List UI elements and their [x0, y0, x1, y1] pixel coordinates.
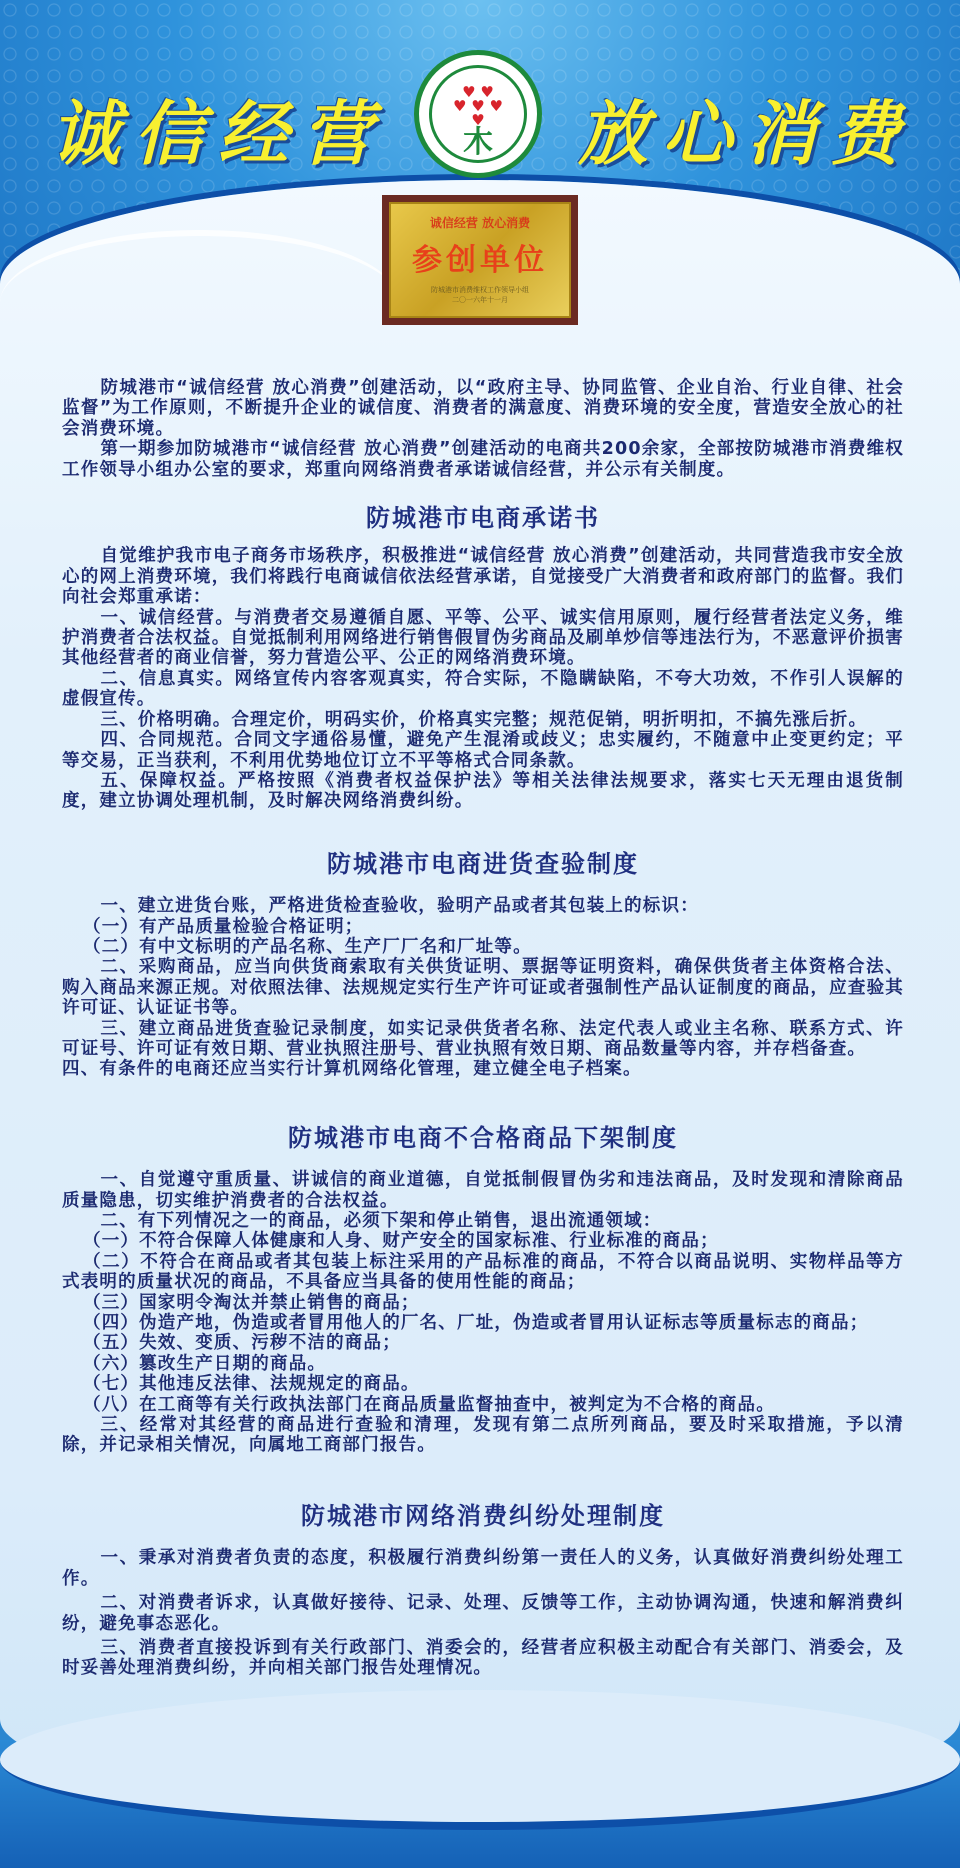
- paragraph: （二）不符合在商品或者其包装上标注采用的产品标准的商品，不符合以商品说明、实物样品等方式表明的质量状况的商品，不具备应当具备的使用性能的商品；: [62, 1251, 904, 1293]
- paragraph: （七）其他违反法律、法规规定的商品。: [83, 1374, 420, 1395]
- content: [62, 378, 904, 1679]
- paragraph: 二、有下列情况之一的商品，必须下架和停止销售，退出流通领域：: [100, 1211, 662, 1231]
- paragraph: （八）在工商等有关行政执法部门在商品质量监督抽查中，被判定为不合格的商品。: [83, 1394, 775, 1415]
- paragraph: 二、对消费者诉求，认真做好接待、记录、处理、反馈等工作，主动协调沟通，快速和解消费纠纷，避免事态恶化。: [62, 1593, 904, 1634]
- trustworthy-consumption-logo: [414, 50, 542, 178]
- paragraph: （一）不符合保障人体健康和人身、财产安全的国家标准、行业标准的商品；: [83, 1231, 719, 1252]
- paragraph: 一、自觉遵守重质量、讲诚信的商业道德，自觉抵制假冒伪劣和违法商品，及时发现和清除商品质量隐患，切实维护消费者的合法权益。: [62, 1170, 904, 1211]
- plaque-image: [382, 195, 578, 325]
- paragraph: 五、保障权益。严格按照《消费者权益保护法》等相关法律法规要求，落实七天无理由退货制度，建立协调处理机制，及时解决网络消费纠纷。: [62, 770, 904, 812]
- paragraph: 三、消费者直接投诉到有关行政部门、消委会的，经营者应积极主动配合有关部门、消委会，及时妥善处理消费纠纷，并向相关部门报告处理情况。: [62, 1637, 904, 1679]
- plaque-main: 参创单位: [412, 243, 548, 278]
- paragraph: 自觉维护我市电子商务市场秩序，积极推进“诚信经营 放心消费”创建活动，共同营造我市安全放心的网上消费环境，我们将践行电商诚信依法经营承诺，自觉接受广大消费者和政府部门的监督。我们向社会郑重承诺：: [62, 546, 904, 608]
- white-swoosh: [0, 230, 400, 376]
- paragraph: 四、有条件的电商还应当实行计算机网络化管理，建立健全电子档案。: [62, 1059, 642, 1080]
- section-title: 防城港市电商不合格商品下架制度: [288, 1123, 678, 1152]
- paragraph: （二）有中文标明的产品名称、生产厂厂名和厂址等。: [83, 936, 532, 957]
- paragraph: （六）篡改生产日期的商品。: [83, 1353, 327, 1374]
- paragraph: 三、经常对其经营的商品进行查验和清理，发现有第二点所列商品，要及时采取措施，予以清除，并记录相关情况，向属地工商部门报告。: [62, 1415, 904, 1456]
- paragraph: （一）有产品质量检验合格证明；: [83, 916, 364, 937]
- plaque-top: 诚信经营 放心消费: [429, 216, 531, 230]
- paragraph: （五）失效、变质、污秽不洁的商品；: [83, 1333, 401, 1354]
- section-title: 防城港市电商承诺书: [366, 504, 600, 533]
- title-right: 放心消费: [578, 92, 914, 175]
- intro-paragraph: 第一期参加防城港市“诚信经营 放心消费”创建活动的电商共200余家，全部按防城港市消费维权工作领导小组办公室的要求，郑重向网络消费者承诺诚信经营，并公示有关制度。: [62, 439, 904, 480]
- section-title: 防城港市网络消费纠纷处理制度: [301, 1501, 665, 1530]
- section-title: 防城港市电商进货查验制度: [327, 849, 639, 878]
- bottom-curve: [0, 1690, 960, 1830]
- paragraph: 二、采购商品，应当向供货商索取有关供货证明、票据等证明资料，确保供货者主体资格合法、购入商品来源正规。对依照法律、法规规定实行生产许可证或者强制性产品认证制度的商品，应查验其许可证、认证证书等。: [62, 957, 904, 1019]
- paragraph: 二、信息真实。网络宣传内容客观真实，符合实际，不隐瞒缺陷，不夸大功效，不作引人误解的虚假宣传。: [62, 668, 904, 710]
- paragraph: 三、建立商品进货查验记录制度，如实记录供货者名称、法定代表人或业主名称、联系方式、许可证号、许可证有效日期、营业执照注册号、营业执照有效日期、商品数量等内容，并存档备查。: [62, 1018, 904, 1059]
- plaque-issuer: 防城港市消费维权工作领导小组: [431, 286, 529, 294]
- paragraph: 一、诚信经营。与消费者交易遵循自愿、平等、公平、诚实信用原则，履行经营者法定义务，维护消费者合法权益。自觉抵制利用网络进行销售假冒伪劣商品及刷单炒信等违法行为，不恶意评价损害其他经营者的商业信誉，努力营造公平、公正的网络消费环境。: [62, 607, 904, 669]
- paragraph: 四、合同规范。合同文字通俗易懂，避免产生混淆或歧义；忠实履约，不随意中止变更约定；平等交易，正当获利，不利用优势地位订立不平等格式合同条款。: [62, 730, 904, 771]
- paragraph: （三）国家明令淘汰并禁止销售的商品；: [83, 1292, 420, 1313]
- paragraph: （四）伪造产地，伪造或者冒用他人的厂名、厂址，伪造或者冒用认证标志等质量标志的商品；: [83, 1313, 869, 1334]
- paragraph: 三、价格明确。合理定价，明码实价，价格真实完整；规范促销，明折明扣，不搞先涨后折。: [100, 709, 868, 730]
- paragraph: 一、建立进货台账，严格进货检查验收，验明产品或者其包装上的标识：: [100, 896, 699, 917]
- paragraph: 一、秉承对消费者负责的态度，积极履行消费纠纷第一责任人的义务，认真做好消费纠纷处理工作。: [62, 1548, 904, 1589]
- intro-paragraph: 防城港市“诚信经营 放心消费”创建活动，以“政府主导、协同监管、企业自治、行业自律、社会监督”为工作原则，不断提升企业的诚信度、消费者的满意度、消费环境的安全度，营造安全放心的社会消费环境。: [62, 378, 904, 439]
- tree-icon: ⽊: [463, 125, 493, 160]
- title-left: 诚信经营: [50, 92, 386, 175]
- plaque-date: 二〇一六年十一月: [452, 296, 508, 304]
- hearts-icon: ♥ ♥ ♥ ♥ ♥ ♥: [453, 83, 503, 129]
